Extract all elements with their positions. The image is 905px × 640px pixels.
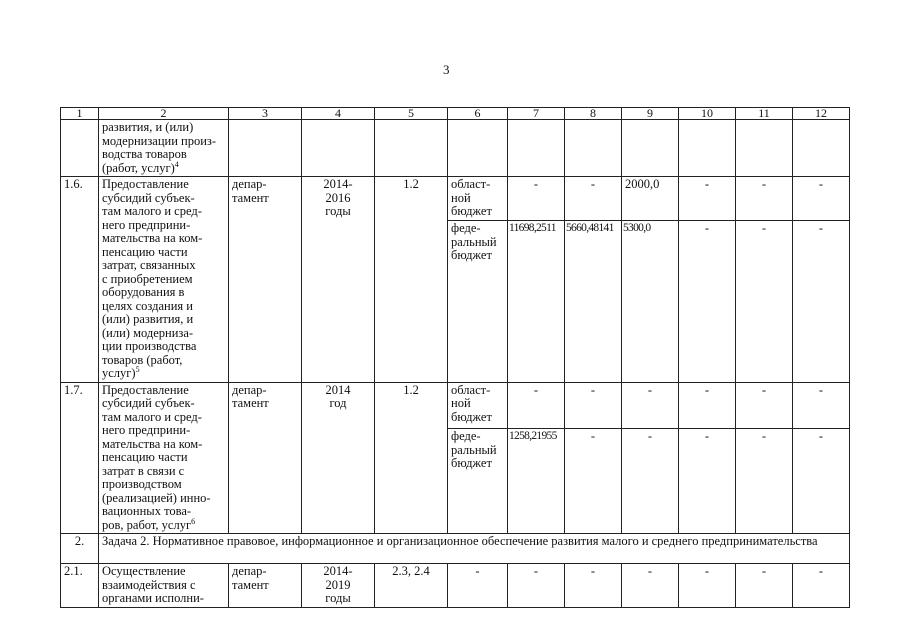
value-cell: -: [679, 564, 736, 608]
table-row: [61, 177, 850, 221]
value-cell: -: [679, 382, 736, 429]
column-number: 12: [793, 108, 850, 120]
column-number: 11: [736, 108, 793, 120]
table-row-continued: [61, 120, 850, 177]
value-cell: -: [736, 221, 793, 382]
value-cell: 5300,0: [622, 221, 679, 382]
value-cell: -: [508, 564, 565, 608]
table-row: [61, 382, 850, 429]
value-cell: -: [793, 429, 850, 534]
value-cell: -: [565, 382, 622, 429]
funding-source-cell: -: [448, 564, 508, 608]
value-cell: 5660,48141: [565, 221, 622, 382]
column-number: 10: [679, 108, 736, 120]
funding-source-cell: област- ной бюджет: [448, 177, 508, 221]
value-cell: -: [736, 564, 793, 608]
value-cell: -: [565, 177, 622, 221]
target-cell: 2.3, 2.4: [375, 564, 448, 608]
executor-cell: депар- тамент: [229, 177, 302, 383]
column-number: 3: [229, 108, 302, 120]
task-title: Задача 2. Нормативное правовое, информационное и организационное обеспечение развития малого и среднего предпринимательства: [99, 534, 850, 564]
value-cell: -: [508, 177, 565, 221]
target-cell: 1.2: [375, 177, 448, 383]
value-cell: -: [793, 221, 850, 382]
value-cell: -: [736, 429, 793, 534]
executor-cell: депар- тамент: [229, 564, 302, 608]
value-cell: 1258,21955: [508, 429, 565, 534]
measure-name-cell: Осуществление взаимодействия с органами исполни-: [99, 564, 229, 608]
program-table: [60, 107, 850, 608]
years-cell: 2014- 2016 годы: [302, 177, 375, 383]
measure-name-cell: Предоставление субсидий субъек- там малого и сред- него предприни- мательства на ком- пенсацию части затрат, связанных с приобретением оборудования в целях создания и (или) развития, и (или) модерниза- ции производства товаров (работ, услуг)$^5$: [99, 177, 229, 383]
measure-name-cell: развития, и (или) модернизации произ- водства товаров (работ, услуг)$^4$: [99, 120, 229, 177]
value-cell: -: [679, 429, 736, 534]
row-number: 1.6.: [61, 177, 99, 383]
value-cell: 11698,2511: [508, 221, 565, 382]
years-cell: 2014- 2019 годы: [302, 564, 375, 608]
table-row: [61, 564, 850, 608]
row-number: 2.1.: [61, 564, 99, 608]
funding-source-cell: феде- ральный бюджет: [448, 429, 508, 534]
column-number: 7: [508, 108, 565, 120]
value-cell: -: [679, 177, 736, 221]
column-number: 1: [61, 108, 99, 120]
value-cell: -: [565, 564, 622, 608]
value-cell: -: [508, 382, 565, 429]
column-number-row: [61, 108, 850, 120]
task-row: [61, 534, 850, 564]
value-cell: -: [736, 382, 793, 429]
measure-name-cell: Предоставление субсидий субъек- там малого и сред- него предприни- мательства на ком- пенсацию части затрат в связи с производством (реализацией) инно- вационных това- ров, работ, услуг$^6$: [99, 382, 229, 534]
value-cell: -: [622, 564, 679, 608]
value-cell: -: [793, 177, 850, 221]
funding-source-cell: феде- ральный бюджет: [448, 221, 508, 382]
column-number: 4: [302, 108, 375, 120]
funding-source-cell: област- ной бюджет: [448, 382, 508, 429]
value-cell: -: [565, 429, 622, 534]
target-cell: 1.2: [375, 382, 448, 534]
value-cell: -: [679, 221, 736, 382]
column-number: 5: [375, 108, 448, 120]
value-cell: 2000,0: [622, 177, 679, 221]
column-number: 2: [99, 108, 229, 120]
column-number: 8: [565, 108, 622, 120]
row-number: 2.: [61, 534, 99, 564]
column-number: 6: [448, 108, 508, 120]
value-cell: -: [622, 429, 679, 534]
value-cell: -: [793, 564, 850, 608]
value-cell: -: [793, 382, 850, 429]
row-number: 1.7.: [61, 382, 99, 534]
column-number: 9: [622, 108, 679, 120]
value-cell: -: [736, 177, 793, 221]
page-number: 3: [443, 62, 450, 77]
executor-cell: депар- тамент: [229, 382, 302, 534]
value-cell: -: [622, 382, 679, 429]
years-cell: 2014 год: [302, 382, 375, 534]
